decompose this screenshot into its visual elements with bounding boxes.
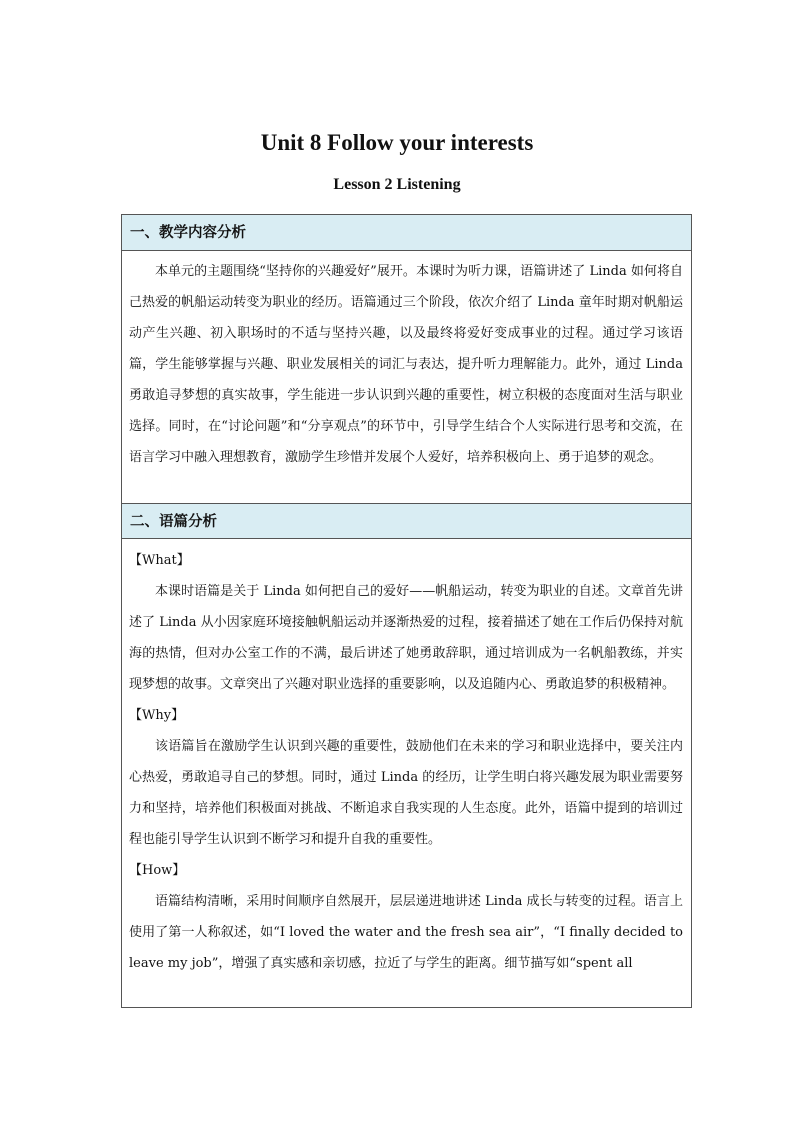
why-label: 【Why】 [129,708,185,723]
section-heading-content-analysis: 一、教学内容分析 [122,215,691,251]
why-paragraph: 该语篇旨在激励学生认识到兴趣的重要性，鼓励他们在未来的学习和职业选择中，要关注内心热爱，勇敢追寻自己的梦想。同时，通过 Linda 的经历，让学生明白将兴趣发展为职业需要努力和坚持，培养他们积极面对挑战、不断追求自我实现的人生态度。此外，语篇中提到的培训过程也能引导学生认识到不断学习和提升自我的重要性。 [129,739,683,847]
section-body-text-analysis [122,539,691,979]
how-label: 【How】 [129,863,186,878]
content-analysis-paragraph: 本单元的主题围绕“坚持你的兴趣爱好”展开。本课时为听力课，语篇讲述了 Linda 如何将自己热爱的帆船运动转变为职业的经历。语篇通过三个阶段，依次介绍了 Linda 童年时期对帆船运动产生兴趣、初入职场时的不适与坚持兴趣，以及最终将爱好变成事业的过程。通过学习该语篇，学生能够掌握与兴趣、职业发展相关的词汇与表达，提升听力理解能力。此外，通过 Linda 勇敢追寻梦想的真实故事，学生能进一步认识到兴趣的重要性，树立积极的态度面对生活与职业选择。同时，在“讨论问题”和“分享观点”的环节中，引导学生结合个人实际进行思考和交流，在语言学习中融入理想教育，激励学生珍惜并发展个人爱好，培养积极向上、勇于追梦的观念。 [129,264,683,465]
what-paragraph: 本课时语篇是关于 Linda 如何把自己的爱好——帆船运动，转变为职业的自述。文章首先讲述了 Linda 从小因家庭环境接触帆船运动并逐渐热爱的过程，接着描述了她在工作后仍保持对航海的热情，但对办公室工作的不满，最后讲述了她勇敢辞职，通过培训成为一名帆船教练，并实现梦想的故事。文章突出了兴趣对职业选择的重要影响，以及追随内心、勇敢追梦的积极精神。 [129,584,683,692]
section-body-content-analysis [122,251,691,503]
analysis-table [121,214,692,1008]
document-subtitle: Lesson 2 Listening [333,176,461,193]
what-label: 【What】 [129,553,190,568]
document-title: Unit 8 Follow your interests [260,130,534,155]
section-heading-text-analysis: 二、语篇分析 [122,503,691,539]
how-paragraph: 语篇结构清晰，采用时间顺序自然展开，层层递进地讲述 Linda 成长与转变的过程。语言上使用了第一人称叙述，如“I loved the water and the fresh sea air”，“I finally decided to leave my job”，增强了真实感和亲切感，拉近了与学生的距离。细节描写如“spent all [129,894,683,971]
